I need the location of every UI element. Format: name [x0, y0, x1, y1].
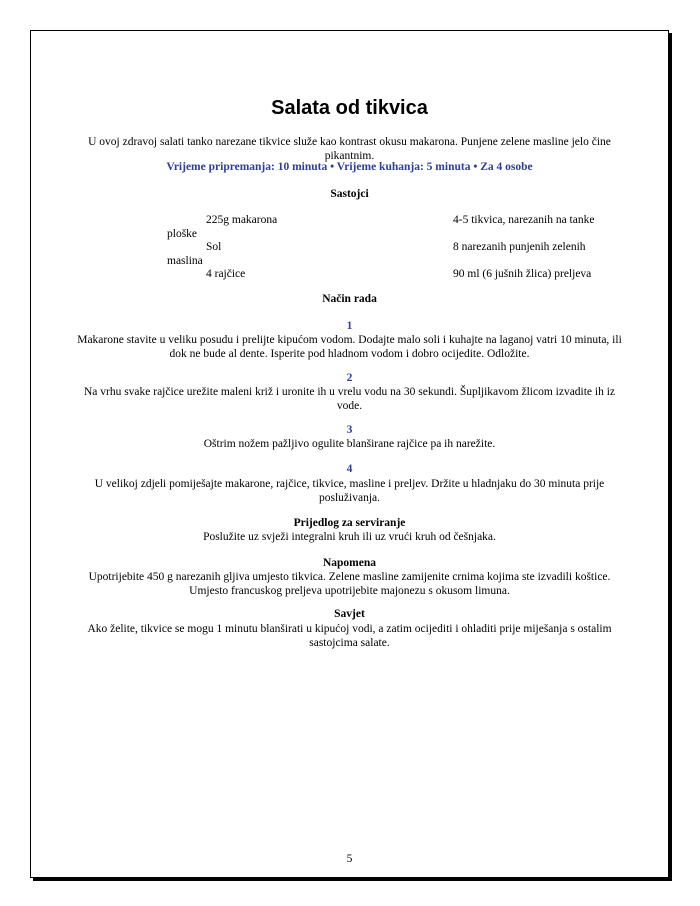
recipe-meta: Vrijeme pripremanja: 10 minuta • Vrijeme kuhanja: 5 minuta • Za 4 osobe — [166, 161, 533, 173]
ingredient-text: 225g makarona — [206, 214, 278, 226]
ingredient-item: 90 ml (6 jušnih žlica) preljeva — [453, 268, 592, 280]
method-heading: Način rada — [322, 293, 377, 305]
ingredient-item: 8 narezanih punjenih zelenih — [453, 241, 586, 253]
step-text: Oštrim nožem pažljivo ogulite blanširane rajčice pa ih narežite. — [203, 438, 496, 450]
ingredient-item — [206, 213, 277, 227]
step-number: 1 — [346, 320, 353, 332]
recipe-title: Salata od tikvica — [271, 97, 428, 119]
page-number: 5 — [346, 853, 353, 865]
document-page — [30, 30, 669, 878]
ingredient-text: 4 rajčice — [206, 268, 246, 280]
ingredient-continuation: ploške — [167, 228, 198, 240]
recipe-intro: U ovoj zdravoj salati tanko narezane tikvice služe kao kontrast okusu makarona. Punjene zelene masline jelo čine pikantnim. — [88, 136, 611, 162]
note-heading: Napomena — [322, 557, 377, 569]
step-text: Na vrhu svake rajčice urežite maleni križ i uronite ih u vrelu vodu na 30 sekundi. Šupljikavom žlicom izvadite ih iz vode. — [83, 386, 616, 412]
serving-text: Poslužite uz svježi integralni kruh ili uz vrući kruh od češnjaka. — [203, 531, 496, 543]
tip-text: Ako želite, tikvice se mogu 1 minutu blanširati u kipućoj vodi, a zatim ocijediti i ohladiti prije miješanja s ostalim sastojcima salate. — [87, 623, 612, 649]
note-text: Upotrijebite 450 g narezanih gljiva umjesto tikvica. Zelene masline zamijenite crnima kojima ste izvadili koštice. Umjesto francuskog preljeva upotrijebite majonezu s okusom limuna. — [88, 571, 611, 597]
ingredient-item — [206, 267, 245, 281]
ingredient-text: Sol — [206, 241, 222, 253]
step-number: 3 — [346, 424, 353, 436]
ingredient-continuation: maslina — [167, 255, 203, 267]
step-text: U velikoj zdjeli pomiješajte makarone, rajčice, tikvice, masline i preljev. Držite u hladnjaku do 30 minuta prije posluživanja. — [94, 478, 605, 504]
step-text: Makarone stavite u veliku posudu i prelijte kipućom vodom. Dodajte malo soli i kuhajte na laganoj vatri 10 minuta, ili dok ne bude al dente. Isperite pod hladnom vodom i dobro ocijedite. Odložite. — [77, 334, 622, 360]
ingredient-item — [206, 240, 221, 254]
serving-heading: Prijedlog za serviranje — [293, 517, 406, 529]
ingredients-heading: Sastojci — [330, 188, 369, 200]
step-number: 4 — [346, 463, 353, 475]
ingredient-item: 4-5 tikvica, narezanih na tanke — [453, 214, 595, 226]
tip-heading: Savjet — [334, 608, 365, 620]
step-number: 2 — [346, 372, 353, 384]
